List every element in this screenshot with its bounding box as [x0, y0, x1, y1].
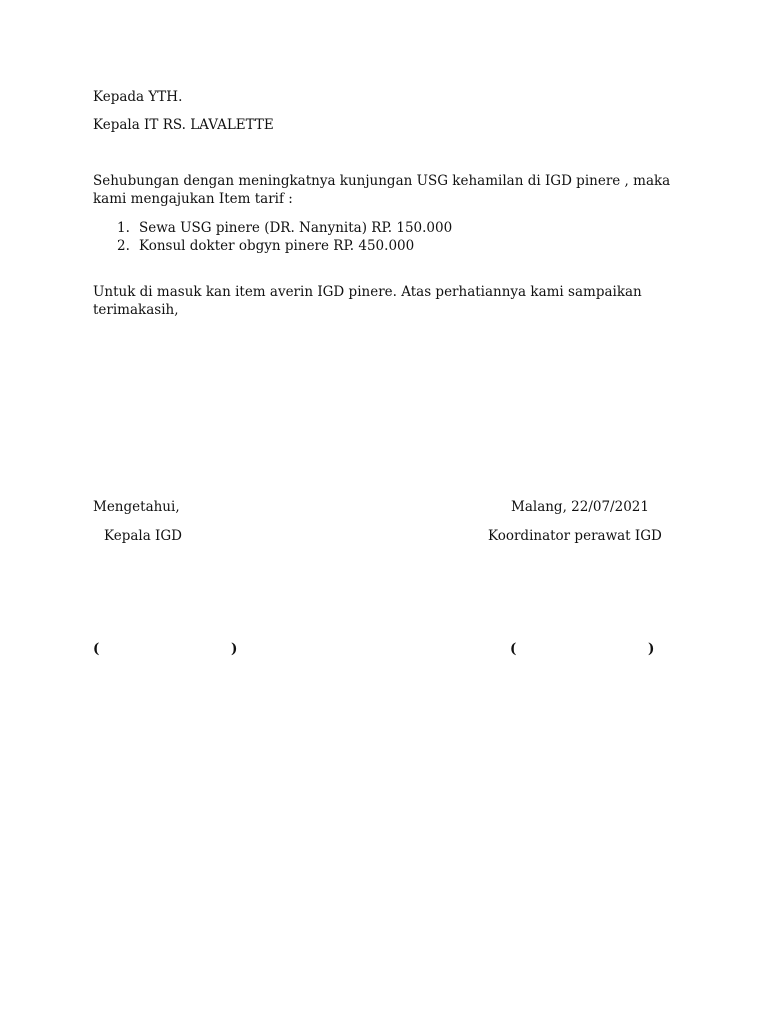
acknowledged-label: Mengetahui, [93, 499, 180, 515]
right-signature-open-paren: ( [510, 641, 517, 657]
list-item-number: 1. [117, 220, 130, 236]
closing-line-1: Untuk di masuk kan item averin IGD pinere. Atas perhatiannya kami sampaikan [93, 284, 642, 300]
recipient: Kepala IT RS. LAVALETTE [93, 117, 274, 133]
left-signature-open-paren: ( [93, 641, 100, 657]
list-item-text: Sewa USG pinere (DR. Nanynita) RP. 150.000 [139, 220, 453, 236]
intro-line-2: kami mengajukan Item tarif : [93, 191, 293, 207]
list-item-number: 2. [117, 238, 130, 254]
place-date: Malang, 22/07/2021 [511, 499, 649, 515]
intro-line-1: Sehubungan dengan meningkatnya kunjungan USG kehamilan di IGD pinere , maka [93, 173, 671, 189]
right-signatory-title: Koordinator perawat IGD [488, 528, 662, 544]
left-signatory-title: Kepala IGD [104, 528, 183, 544]
left-signature-close-paren: ) [231, 641, 238, 657]
right-signature-close-paren: ) [648, 641, 655, 657]
closing-line-2: terimakasih, [93, 302, 179, 318]
list-item-text: Konsul dokter obgyn pinere RP. 450.000 [139, 238, 415, 254]
salutation: Kepada YTH. [93, 89, 183, 105]
